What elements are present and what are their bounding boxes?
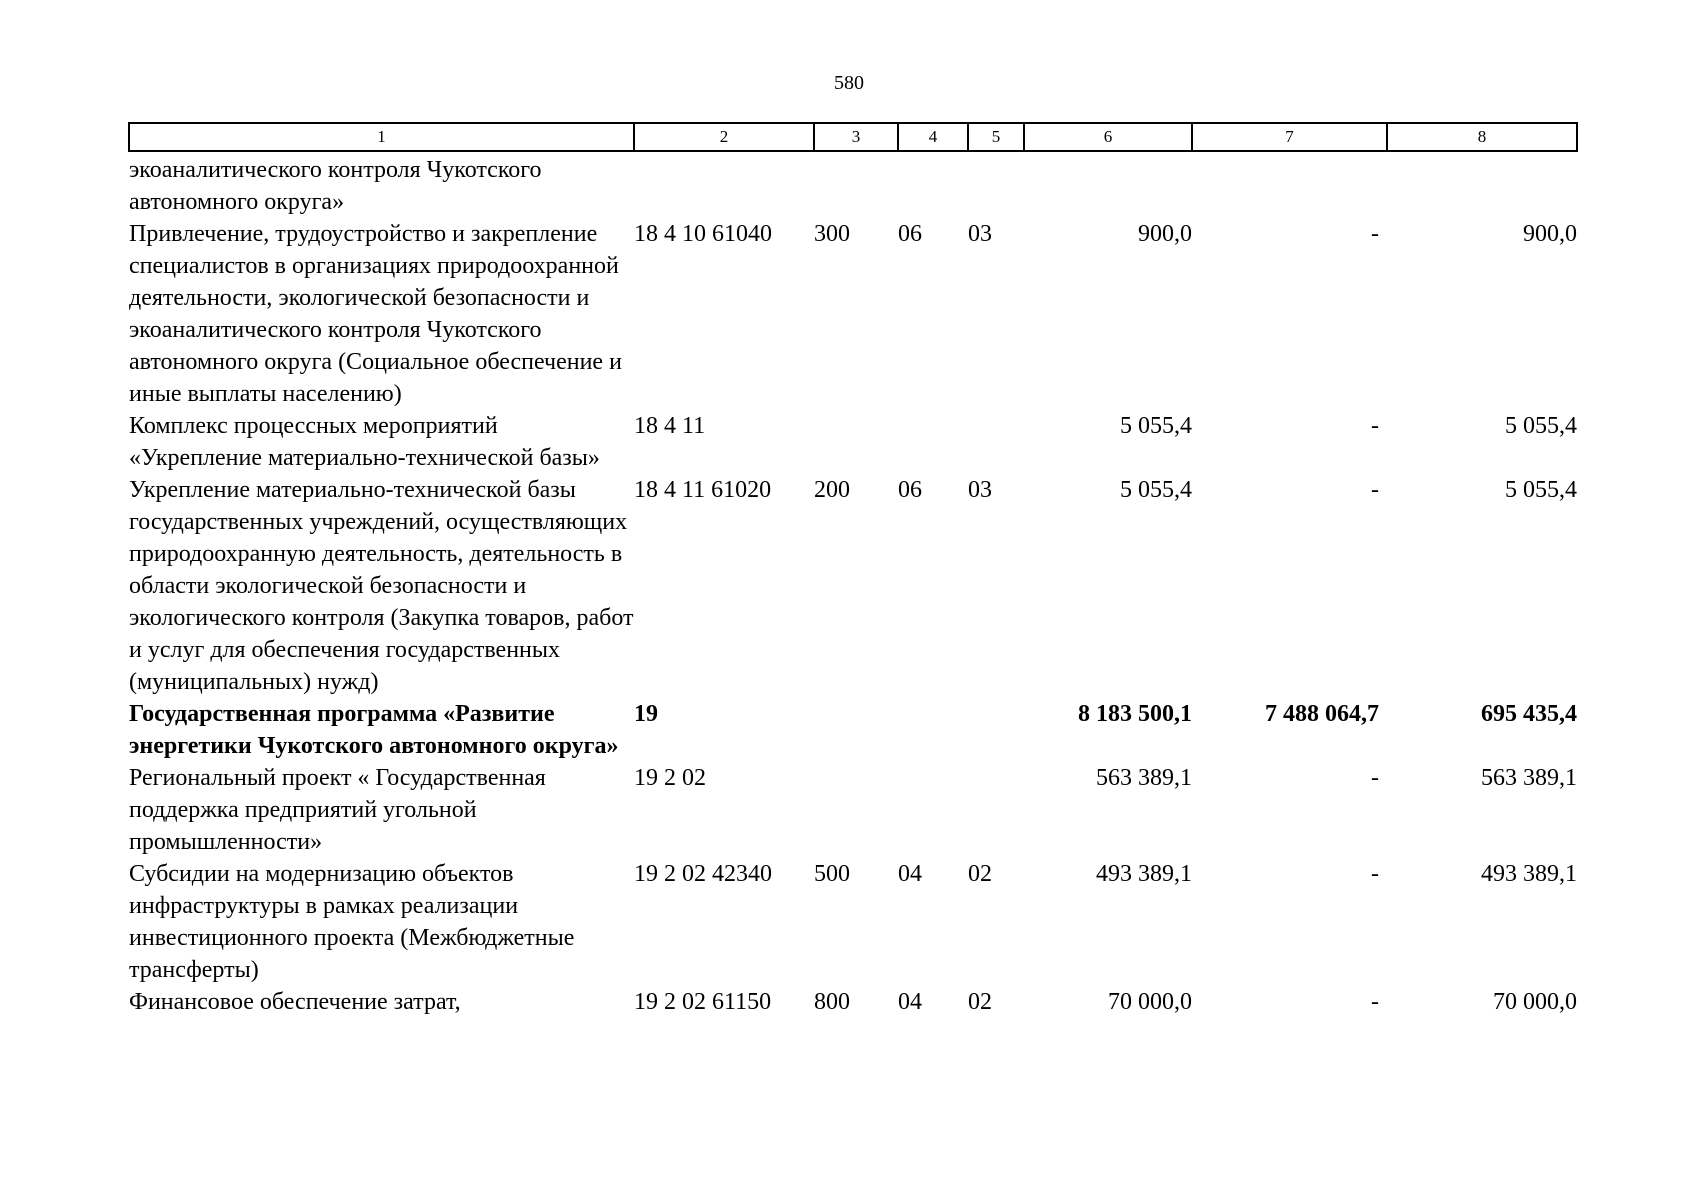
subsection-cell: 03	[968, 221, 992, 247]
expense-type-cell	[814, 410, 898, 474]
total-amount-cell: 493 389,1	[1096, 861, 1192, 887]
regional-amount-cell: 563 389,1	[1481, 765, 1577, 791]
program-name-cell: Комплекс процессных мероприятий «Укрепление материально-технической базы»	[129, 413, 600, 471]
subsection-cell	[968, 762, 1024, 858]
header-col-3: 3	[814, 123, 898, 151]
regional-amount-cell: 900,0	[1523, 221, 1577, 247]
federal-amount-cell: -	[1371, 477, 1379, 503]
section-cell	[898, 410, 968, 474]
table-row	[129, 151, 1577, 218]
table-row	[129, 698, 1577, 762]
total-amount-cell	[1024, 151, 1192, 218]
regional-amount-cell: 5 055,4	[1505, 413, 1577, 439]
section-cell	[898, 762, 968, 858]
target-code-cell: 18 4 11	[634, 413, 706, 439]
program-name-cell: Государственная программа «Развитие энергетики Чукотского автономного округа»	[129, 701, 619, 759]
federal-amount-cell	[1192, 151, 1387, 218]
program-name-cell: Субсидии на модернизацию объектов инфраструктуры в рамках реализации инвестиционного проекта (Межбюджетные трансферты)	[129, 861, 575, 983]
program-name-cell: Финансовое обеспечение затрат,	[129, 989, 461, 1015]
column-number-header	[129, 123, 1577, 151]
section-cell	[898, 151, 968, 218]
subsection-cell	[968, 698, 1024, 762]
regional-amount-cell: 70 000,0	[1493, 989, 1577, 1015]
federal-amount-cell: -	[1371, 861, 1379, 887]
target-code-cell: 18 4 10 61040	[634, 221, 772, 247]
section-cell: 04	[898, 861, 922, 887]
subsection-cell: 02	[968, 989, 992, 1015]
section-cell: 04	[898, 989, 922, 1015]
budget-table	[128, 122, 1578, 1018]
program-name-cell: экоаналитического контроля Чукотского автономного округа»	[129, 157, 542, 215]
expense-type-cell: 800	[814, 989, 850, 1015]
target-code-cell	[634, 151, 814, 218]
page-number: 580	[834, 72, 864, 94]
header-col-4: 4	[898, 123, 968, 151]
header-col-1: 1	[129, 123, 634, 151]
program-name-cell: Привлечение, трудоустройство и закрепление специалистов в организациях природоохранной деятельности, экологической безопасности и экоаналитического контроля Чукотского автономного округа (Социальное обеспечение и иные выплаты населению)	[129, 221, 622, 407]
program-name-cell: Укрепление материально-технической базы государственных учреждений, осуществляющих природоохранную деятельность, деятельность в области экологической безопасности и экологического контроля (Закупка товаров, работ и услуг для обеспечения государственных (муниципальных) нужд)	[129, 477, 634, 695]
header-col-5: 5	[968, 123, 1024, 151]
table-row	[129, 218, 1577, 410]
header-col-7: 7	[1192, 123, 1387, 151]
target-code-cell: 19 2 02 61150	[634, 989, 772, 1015]
header-col-6: 6	[1024, 123, 1192, 151]
table-row	[129, 474, 1577, 698]
expense-type-cell	[814, 698, 898, 762]
federal-amount-cell: -	[1371, 413, 1379, 439]
federal-amount-cell: -	[1371, 221, 1379, 247]
table-row	[129, 410, 1577, 474]
section-cell	[898, 698, 968, 762]
total-amount-cell: 900,0	[1138, 221, 1192, 247]
target-code-cell: 18 4 11 61020	[634, 477, 772, 503]
total-amount-cell: 563 389,1	[1096, 765, 1192, 791]
federal-amount-cell: 7 488 064,7	[1265, 701, 1379, 727]
target-code-cell: 19	[634, 701, 658, 727]
regional-amount-cell: 695 435,4	[1481, 701, 1577, 727]
regional-amount-cell: 5 055,4	[1505, 477, 1577, 503]
expense-type-cell: 300	[814, 221, 850, 247]
total-amount-cell: 5 055,4	[1120, 477, 1192, 503]
subsection-cell: 02	[968, 861, 992, 887]
section-cell: 06	[898, 221, 922, 247]
total-amount-cell: 8 183 500,1	[1078, 701, 1192, 727]
table-row	[129, 858, 1577, 986]
header-col-2: 2	[634, 123, 814, 151]
header-col-8: 8	[1387, 123, 1577, 151]
target-code-cell: 19 2 02 42340	[634, 861, 772, 887]
table-row	[129, 986, 1577, 1018]
subsection-cell	[968, 151, 1024, 218]
total-amount-cell: 5 055,4	[1120, 413, 1192, 439]
regional-amount-cell	[1387, 151, 1577, 218]
federal-amount-cell: -	[1371, 989, 1379, 1015]
table-row	[129, 762, 1577, 858]
table-body	[129, 151, 1577, 1018]
expense-type-cell: 500	[814, 861, 850, 887]
target-code-cell: 19 2 02	[634, 765, 706, 791]
subsection-cell	[968, 410, 1024, 474]
federal-amount-cell: -	[1371, 765, 1379, 791]
expense-type-cell	[814, 762, 898, 858]
total-amount-cell: 70 000,0	[1108, 989, 1192, 1015]
expense-type-cell: 200	[814, 477, 850, 503]
regional-amount-cell: 493 389,1	[1481, 861, 1577, 887]
section-cell: 06	[898, 477, 922, 503]
program-name-cell: Региональный проект « Государственная поддержка предприятий угольной промышленности»	[129, 765, 546, 855]
subsection-cell: 03	[968, 477, 992, 503]
expense-type-cell	[814, 151, 898, 218]
